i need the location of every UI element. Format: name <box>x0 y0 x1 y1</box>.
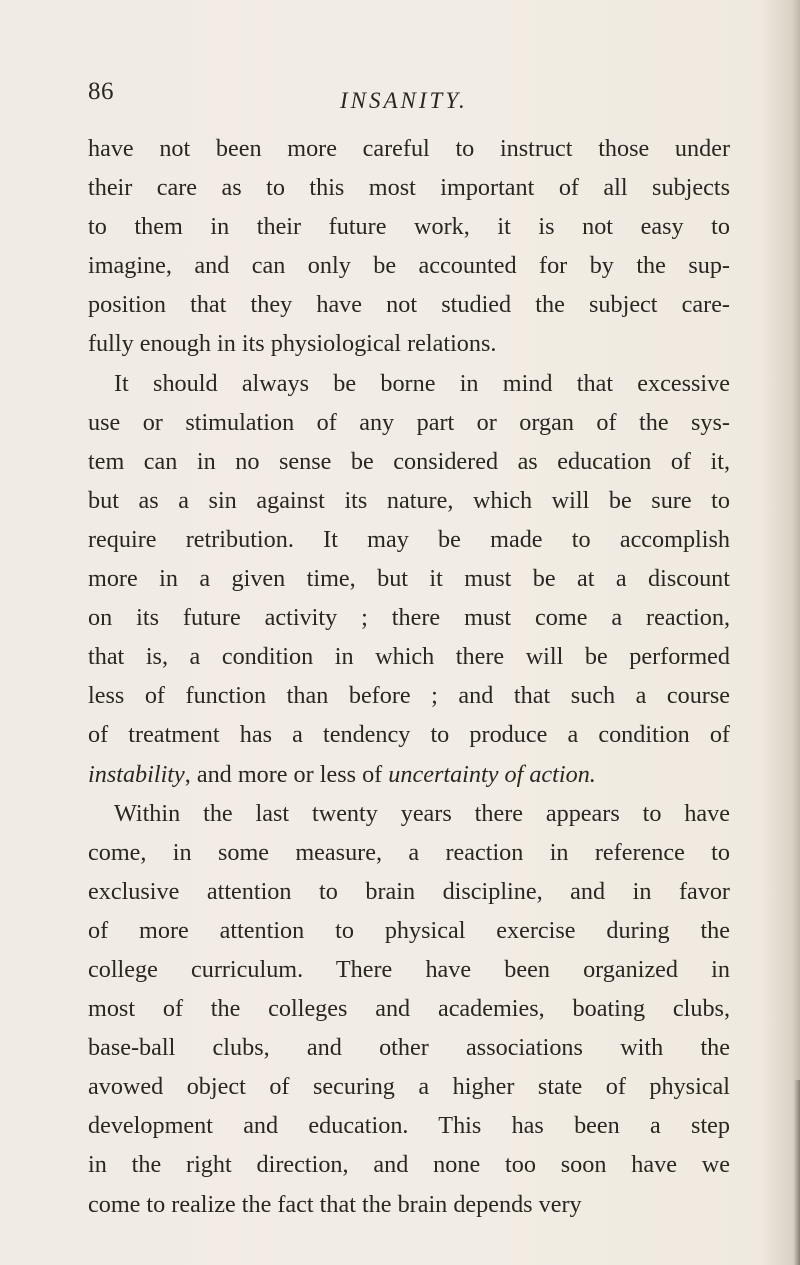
text-line: most of the colleges and academies, boating clubs, <box>88 995 730 1023</box>
italic-term-instability: instability <box>88 760 185 788</box>
text-line: have not been more careful to instruct those under <box>88 135 730 162</box>
text-line: imagine, and can only be accounted for by the sup- <box>88 252 730 280</box>
text-line: fully enough in its physiological relations. <box>88 330 497 358</box>
page-edge-shadow <box>794 1080 800 1265</box>
text-line: avowed object of securing a higher state of physical <box>88 1073 730 1101</box>
text-line: base-ball clubs, and other associations with the <box>88 1034 730 1062</box>
running-title: INSANITY. <box>340 88 468 113</box>
text-line: require retribution. It may be made to accomplish <box>88 525 730 553</box>
paragraph-start-line: It should always be borne in mind that excessive <box>114 369 730 397</box>
text-line: to them in their future work, it is not easy to <box>88 213 730 241</box>
text-line: college curriculum. There have been organized in <box>88 955 730 983</box>
text-line: that is, a condition in which there will be performed <box>88 643 730 671</box>
text-line: less of function than before ; and that such a course <box>88 682 730 710</box>
paragraph-start-line: Within the last twenty years there appears to have <box>114 799 730 827</box>
text-line: more in a given time, but it must be at a discount <box>88 565 730 593</box>
text-line: exclusive attention to brain discipline, and in favor <box>88 877 730 905</box>
text-line: in the right direction, and none too soon have we <box>88 1151 730 1179</box>
text-line: but as a sin against its nature, which will be sure to <box>88 486 730 514</box>
text-line: tem can in no sense be considered as education of it, <box>88 447 730 475</box>
text-fragment: , and more or less of <box>184 760 389 788</box>
text-line: development and education. This has been a step <box>88 1112 730 1140</box>
italic-term-uncertainty: uncertainty of action. <box>388 760 596 788</box>
page-number: 86 <box>88 78 114 105</box>
page-header <box>88 78 728 118</box>
text-line: on its future activity ; there must come a reaction, <box>88 604 730 632</box>
text-line: use or stimulation of any part or organ of the sys- <box>88 408 730 436</box>
text-line: of treatment has a tendency to produce a condition of <box>88 721 730 749</box>
text-line: come to realize the fact that the brain depends very <box>88 1190 582 1218</box>
text-line: come, in some measure, a reaction in reference to <box>88 838 730 866</box>
text-line-italic-mix <box>88 755 730 794</box>
body-text <box>88 129 730 1224</box>
text-line: of more attention to physical exercise during the <box>88 916 730 944</box>
text-line: their care as to this most important of all subjects <box>88 174 730 202</box>
text-line: position that they have not studied the subject care- <box>88 291 730 319</box>
